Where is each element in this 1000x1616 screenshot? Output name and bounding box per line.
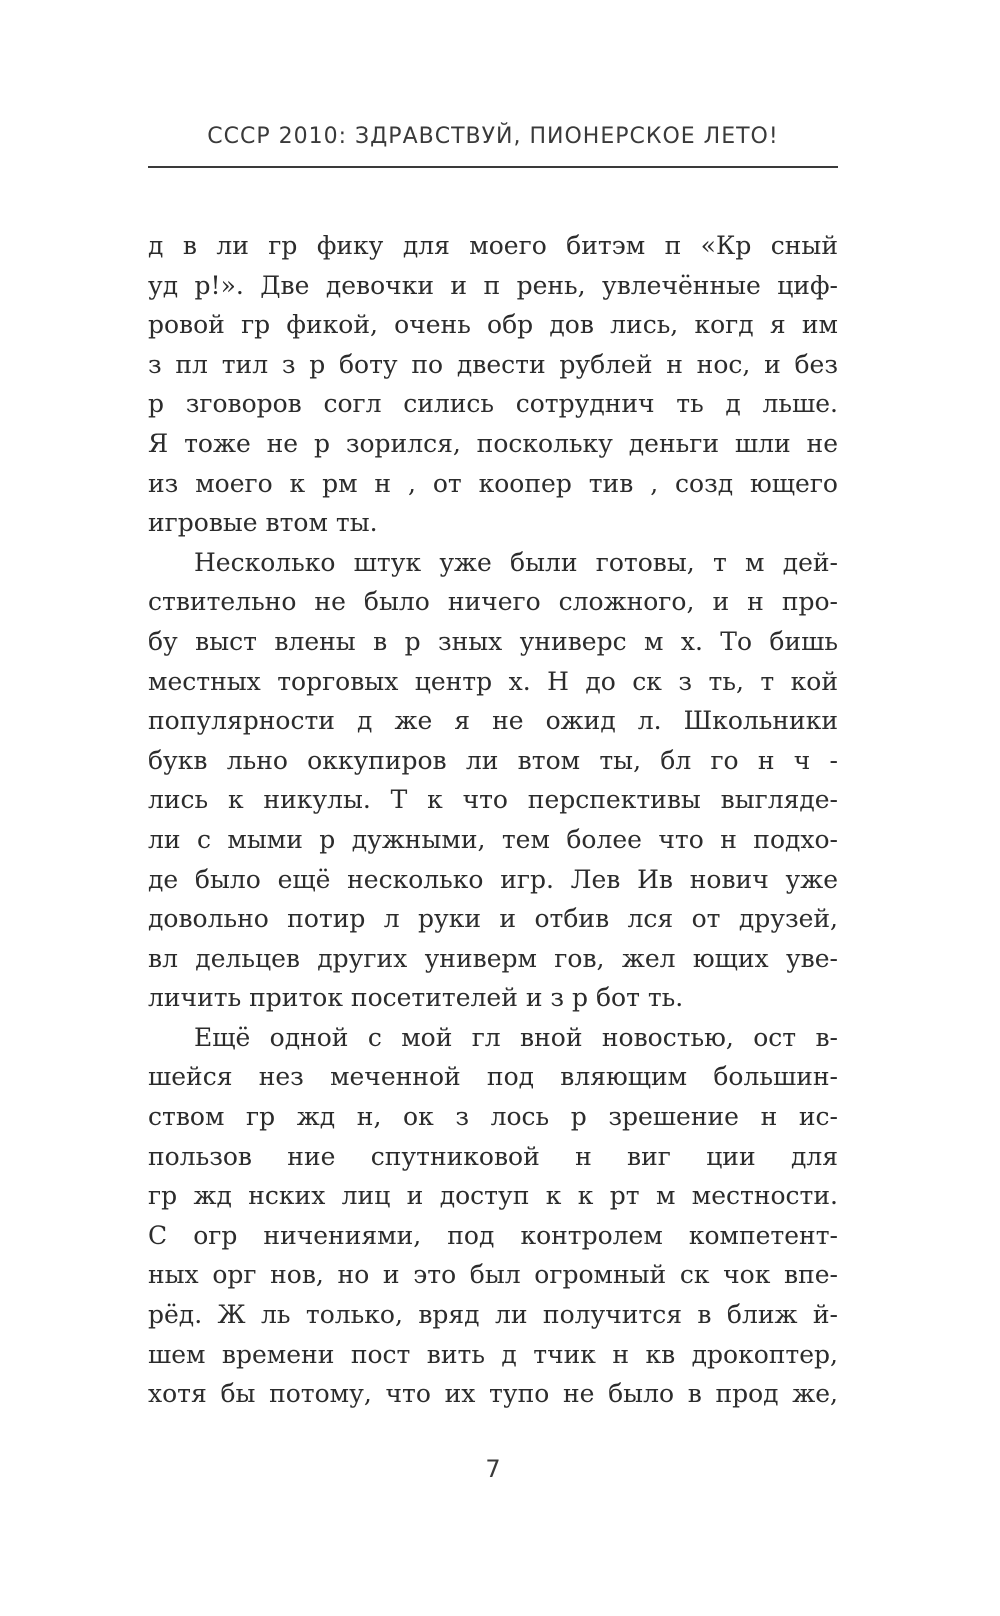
text-line: игровые втом ты. xyxy=(148,508,378,538)
running-header: СССР 2010: ЗДРАВСТВУЙ, ПИОНЕРСКОЕ ЛЕТО! xyxy=(207,124,779,149)
text-line: р зговоров согл сились сотруднич ть д льше. xyxy=(148,389,838,419)
text-line: С огр ничениями, под контролем компетент- xyxy=(148,1220,838,1250)
text-line: уд р!». Две девочки и п рень, увлечённые циф- xyxy=(148,270,838,300)
text-line: из моего к рм н , от коопер тив , созд ющего xyxy=(148,468,838,498)
text-line: Я тоже не р зорился, поскольку деньги шли не xyxy=(148,428,838,458)
text-line: з пл тил з р боту по двести рублей н нос, и без xyxy=(148,349,838,379)
text-line: пользов ние спутниковой н виг ции для xyxy=(148,1141,838,1171)
text-line: ством гр жд н, ок з лось р зрешение н ис- xyxy=(148,1102,838,1132)
text-line: ровой гр фикой, очень обр дов лись, когд я им xyxy=(148,310,838,340)
text-line: шем времени пост вить д тчик н кв дрокоптер, xyxy=(148,1339,838,1369)
page-number: 7 xyxy=(485,1455,501,1483)
text-line: гр жд нских лиц и доступ к к рт м местности. xyxy=(148,1181,838,1211)
text-line: ных орг нов, но и это был огромный ск чок впе- xyxy=(148,1260,838,1290)
text-line: бу выст влены в р зных универс м х. То бишь xyxy=(148,626,838,656)
text-line: популярности д же я не ожид л. Школьники xyxy=(148,706,838,736)
text-line: де было ещё несколько игр. Лев Ив нович уже xyxy=(148,864,838,894)
text-line: ствительно не было ничего сложного, и н про- xyxy=(148,587,838,617)
text-line: букв льно оккупиров ли втом ты, бл го н ч - xyxy=(148,745,838,775)
text-line: вл дельцев других универм гов, жел ющих уве- xyxy=(148,943,838,973)
text-line: лись к никулы. Т к что перспективы выгляде- xyxy=(148,785,838,815)
text-line: шейся нез меченной под вляющим большин- xyxy=(148,1062,838,1092)
header-rule xyxy=(148,166,838,168)
body-text xyxy=(148,226,838,1414)
text-line: личить приток посетителей и з р бот ть. xyxy=(148,983,684,1013)
text-line: рёд. Ж ль только, вряд ли получится в ближ й- xyxy=(148,1300,838,1330)
text-line: хотя бы потому, что их тупо не было в прод же, xyxy=(148,1379,838,1409)
text-line: д в ли гр фику для моего битэм п «Кр сный xyxy=(148,231,838,260)
text-line: довольно потир л руки и отбив лся от друзей, xyxy=(148,904,838,934)
text-line: Ещё одной с мой гл вной новостью, ост в- xyxy=(194,1022,838,1052)
text-line: ли с мыми р дужными, тем более что н подхо- xyxy=(148,824,838,854)
text-line: Несколько штук уже были готовы, т м дей- xyxy=(194,547,838,577)
text-line: местных торговых центр х. Н до ск з ть, т кой xyxy=(148,666,838,696)
